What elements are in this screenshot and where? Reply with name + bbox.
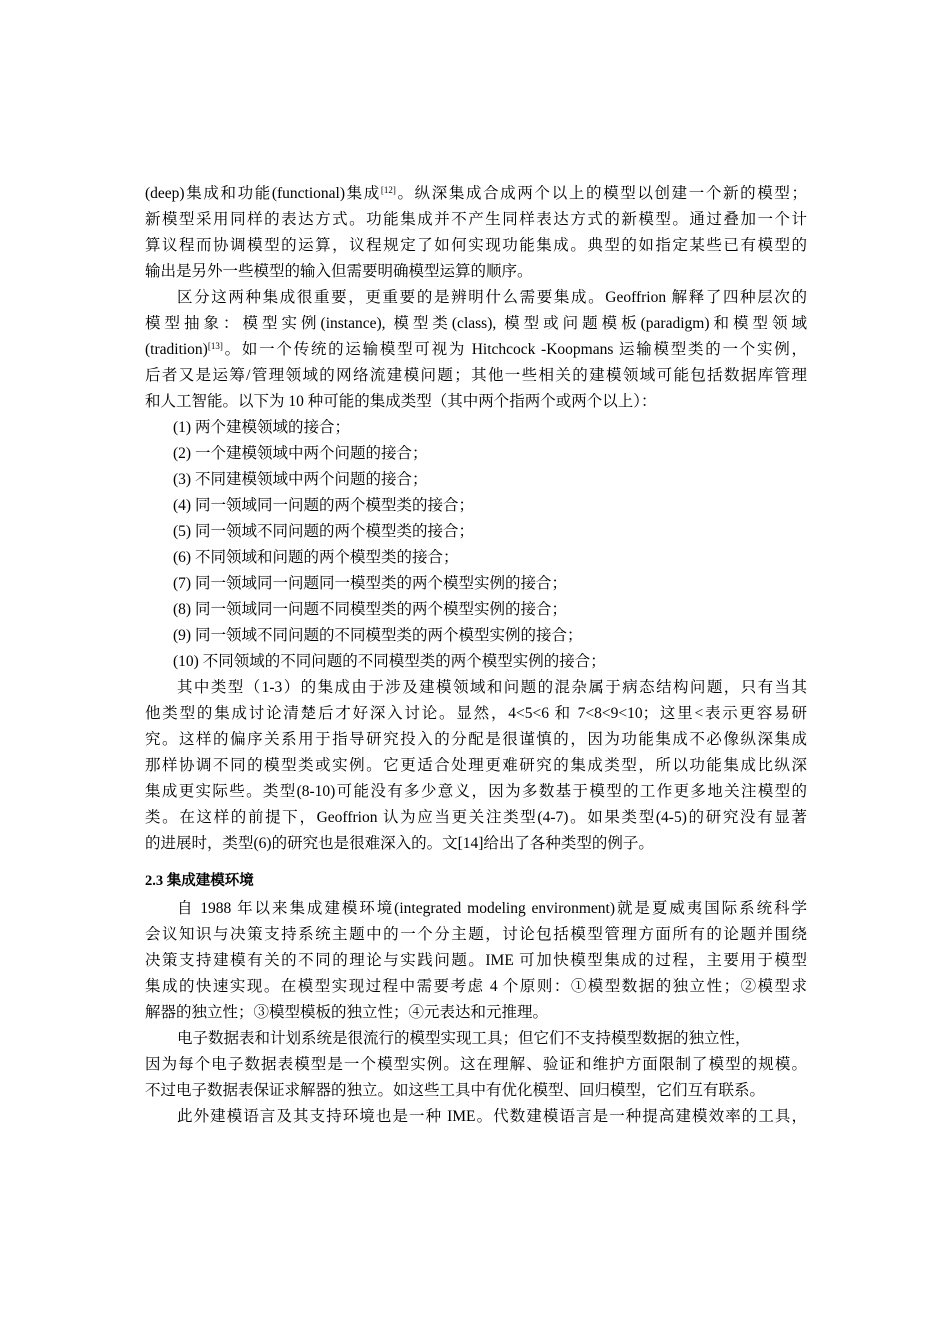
paragraph-line: 那样协调不同的模型类或实例。它更适合处理更难研究的集成类型，所以功能集成比纵深	[145, 757, 807, 774]
citation-ref: [13]	[207, 341, 223, 351]
list-item: (7) 同一领域同一问题同一模型类的两个模型实例的接合；	[173, 575, 567, 592]
paragraph-line: 算议程而协调模型的运算，议程规定了如何实现功能集成。典型的如指定某些已有模型的	[145, 237, 807, 254]
paragraph-line: 新模型采用同样的表达方式。功能集成并不产生同样表达方式的新模型。通过叠加一个计	[145, 211, 807, 228]
paragraph-line: 会议知识与决策支持系统主题中的一个分主题，讨论包括模型管理方面所有的论题并围绕	[145, 926, 807, 943]
paragraph-line: (tradition)[13]。如一个传统的运输模型可视为 Hitchcock -Koopmans 运输模型类的一个实例，	[145, 341, 807, 358]
paragraph-line: 他类型的集成讨论清楚后才好深入讨论。显然，4<5<6 和 7<8<9<10；这里<表示更容易研	[145, 705, 807, 722]
list-item: (5) 同一领域不同问题的两个模型类的接合；	[173, 523, 474, 540]
paragraph-line: 其中类型（1-3）的集成由于涉及建模领域和问题的混杂属于病态结构问题，只有当其	[177, 679, 807, 696]
paragraph-line: 模型抽象：模型实例(instance), 模型类(class), 模型或问题模板(paradigm)和模型领域	[145, 315, 807, 332]
paragraph-line: 和人工智能。以下为 10 种可能的集成类型（其中两个指两个或两个以上）：	[145, 393, 657, 410]
citation-ref: [12]	[380, 185, 396, 195]
section-heading: 2.3 集成建模环境	[145, 873, 254, 889]
list-item: (2) 一个建模领域中两个问题的接合；	[173, 445, 428, 462]
list-item: (8) 同一领域同一问题不同模型类的两个模型实例的接合；	[173, 601, 567, 618]
list-item: (6) 不同领域和问题的两个模型类的接合；	[173, 549, 459, 566]
paragraph-line: 后者又是运筹/管理领域的网络流建模问题；其他一些相关的建模领域可能包括数据库管理	[145, 367, 807, 384]
paragraph-line: 电子数据表和计划系统是很流行的模型实现工具；但它们不支持模型数据的独立性，	[177, 1030, 751, 1047]
paragraph-line: 集成的快速实现。在模型实现过程中需要考虑 4 个原则：①模型数据的独立性；②模型求	[145, 978, 807, 995]
paragraph-line: 究。这样的偏序关系用于指导研究投入的分配是很谨慎的，因为功能集成不必像纵深集成	[145, 731, 807, 748]
paragraph-line: 集成更实际些。类型(8-10)可能没有多少意义，因为多数基于模型的工作更多地关注模型的	[145, 783, 807, 800]
paragraph-line: 的进展时，类型(6)的研究也是很难深入的。文[14]给出了各种类型的例子。	[145, 835, 654, 852]
paragraph-line: (deep)集成和功能(functional)集成[12]。纵深集成合成两个以上的模型以创建一个新的模型；	[145, 185, 807, 202]
paragraph-line: 类。在这样的前提下，Geoffrion 认为应当更关注类型(4-7)。如果类型(4-5)的研究没有显著	[145, 809, 807, 826]
paragraph-line: 自 1988 年以来集成建模环境(integrated modeling environment)就是夏威夷国际系统科学	[177, 900, 807, 917]
list-item: (1) 两个建模领域的接合；	[173, 419, 350, 436]
paragraph-line: 输出是另外一些模型的输入但需要明确模型运算的顺序。	[145, 263, 533, 280]
list-item: (10) 不同领域的不同问题的不同模型类的两个模型实例的接合；	[173, 653, 606, 670]
paragraph-line: 因为每个电子数据表模型是一个模型实例。这在理解、验证和维护方面限制了模型的规模。	[145, 1056, 807, 1073]
paragraph-line: 解器的独立性；③模型模板的独立性；④元表达和元推理。	[145, 1004, 549, 1021]
paragraph-line: 决策支持建模有关的不同的理论与实践问题。IME 可加快模型集成的过程，主要用于模型	[145, 952, 807, 969]
paragraph-line: 区分这两种集成很重要，更重要的是辨明什么需要集成。Geoffrion 解释了四种层次的	[177, 289, 807, 306]
list-item: (3) 不同建模领域中两个问题的接合；	[173, 471, 428, 488]
list-item: (9) 同一领域不同问题的不同模型类的两个模型实例的接合；	[173, 627, 583, 644]
paragraph-line: 不过电子数据表保证求解器的独立。如这些工具中有优化模型、回归模型，它们互有联系。	[145, 1082, 766, 1099]
paragraph-line: 此外建模语言及其支持环境也是一种 IME。代数建模语言是一种提高建模效率的工具，	[177, 1108, 807, 1125]
list-item: (4) 同一领域同一问题的两个模型类的接合；	[173, 497, 474, 514]
